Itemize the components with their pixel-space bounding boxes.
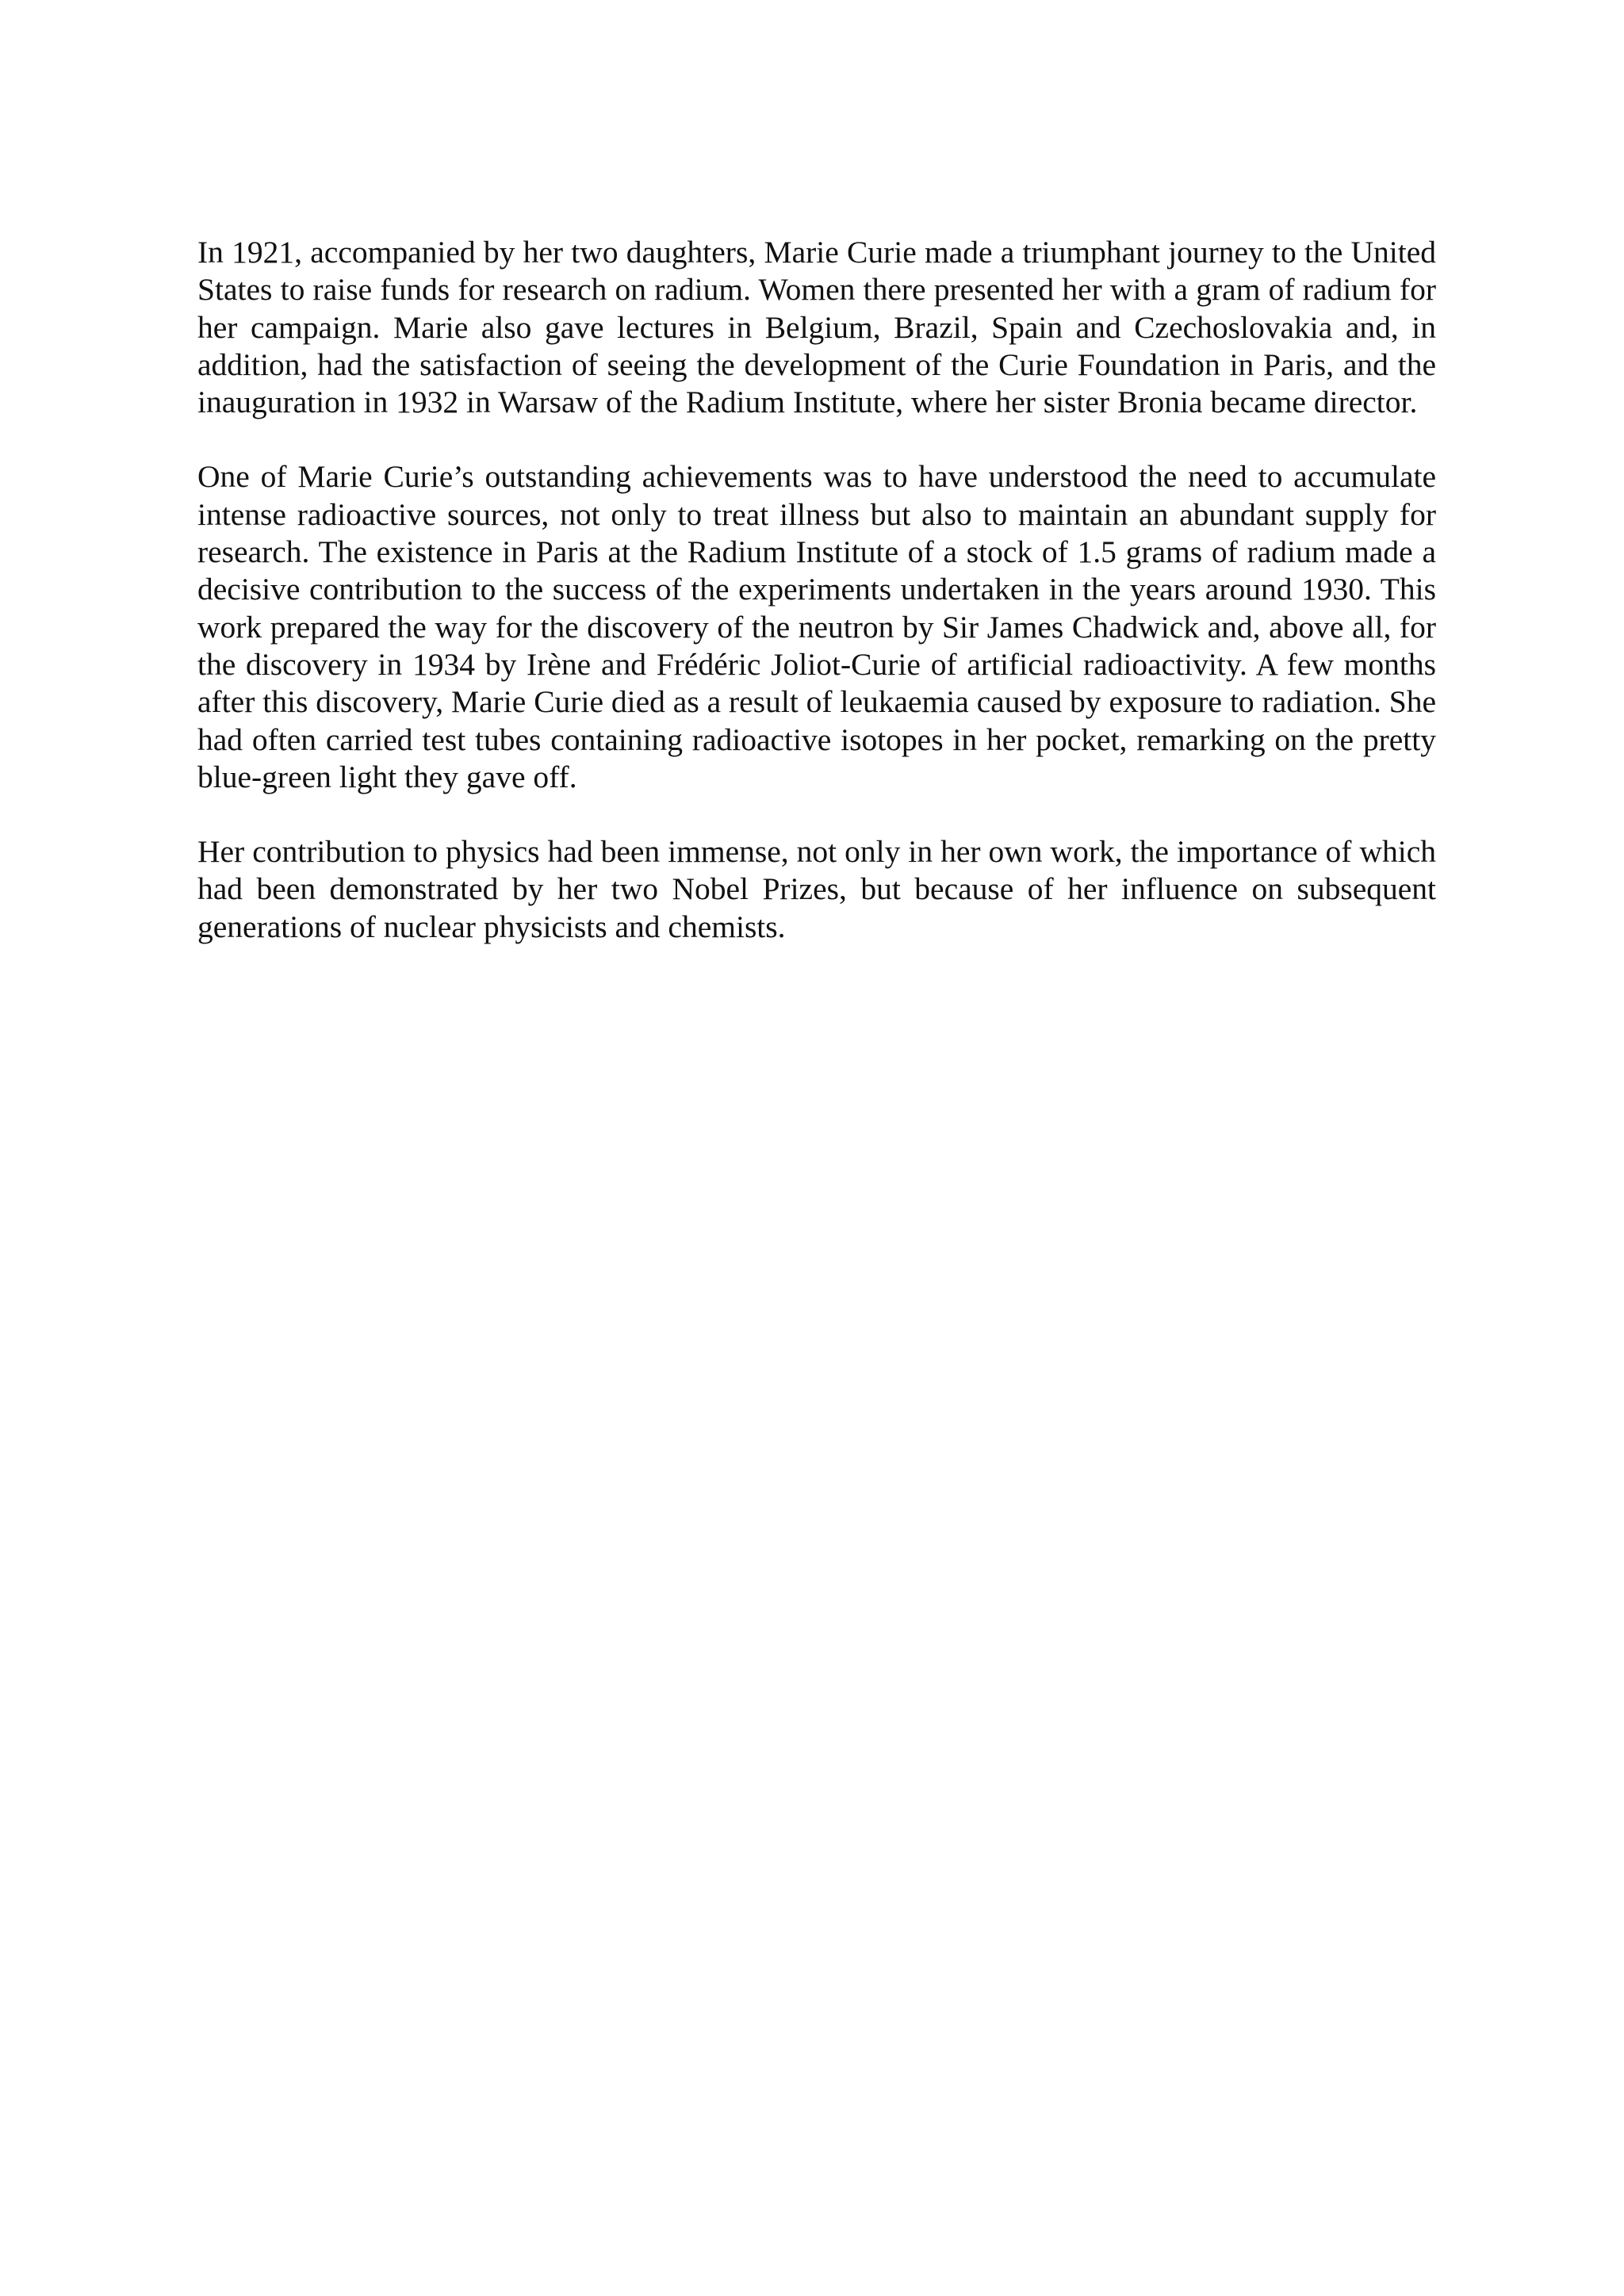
paragraph-1: In 1921, accompanied by her two daughters, Marie Curie made a triumphant journey to the United States to raise funds for research on radium. Women there presented her with a gram of radium for her campaign. Marie also gave lectures in Belgium, Brazil, Spain and Czechoslovakia and, in addition, had the satisfaction of seeing the development of the Curie Foundation in Paris, and the inauguration in 1932 in Warsaw of the Radium Institute, where her sister Bronia became director. <box>197 235 1436 420</box>
paragraph-2: One of Marie Curie’s outstanding achievements was to have understood the need to accumulate intense radioactive sources, not only to treat illness but also to maintain an abundant supply for research. The existence in Paris at the Radium Institute of a stock of 1.5 grams of radium made a decisive contribution to the success of the experiments undertaken in the years around 1930. This work prepared the way for the discovery of the neutron by Sir James Chadwick and, above all, for the discovery in 1934 by Irène and Frédéric Joliot-Curie of artificial radioactivity. A few months after this discovery, Marie Curie died as a result of leukaemia caused by exposure to radiation. She had often carried test tubes containing radioactive isotopes in her pocket, remarking on the pretty blue-green light they gave off. <box>197 459 1436 794</box>
document-body <box>197 234 1436 983</box>
paragraph-3: Her contribution to physics had been immense, not only in her own work, the importance of which had been demonstrated by her two Nobel Prizes, but because of her influence on subsequent generations of nuclear physicists and chemists. <box>197 834 1436 944</box>
